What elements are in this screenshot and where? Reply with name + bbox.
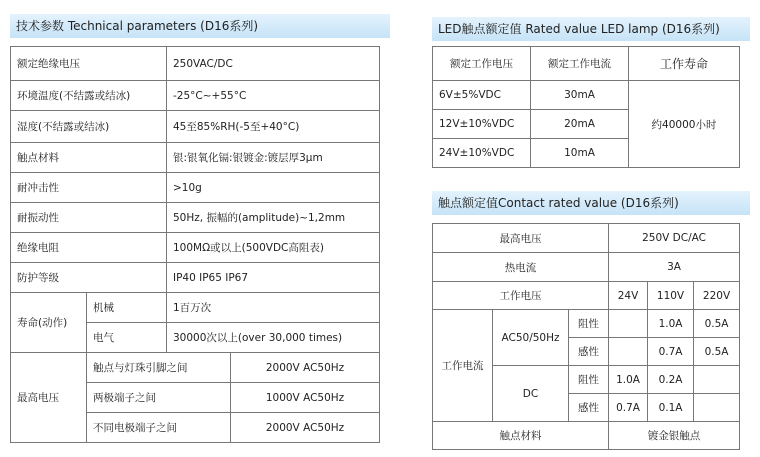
param-label: 环境温度(不结露或结冰) bbox=[11, 81, 167, 111]
contact-header bbox=[432, 191, 750, 215]
param-label: 防护等级 bbox=[11, 263, 167, 293]
table-row bbox=[11, 143, 380, 173]
param-label: 湿度(不结露或结冰) bbox=[11, 111, 167, 143]
led-header-current: 额定工作电流 bbox=[531, 47, 629, 81]
rating-cell: 0.2A bbox=[648, 366, 694, 394]
max-voltage-label: 最高电压 bbox=[433, 224, 609, 253]
table-row bbox=[433, 253, 740, 282]
load-type: 感性 bbox=[569, 394, 609, 422]
load-type: 阻性 bbox=[569, 310, 609, 338]
param-value: 银:银氧化镉:银镀金:镀层厚3μm bbox=[167, 143, 380, 173]
param-value: IP40 IP65 IP67 bbox=[167, 263, 380, 293]
maxv-sub-label: 两极端子之间 bbox=[87, 383, 231, 413]
table-row bbox=[11, 233, 380, 263]
material-label: 触点材料 bbox=[433, 422, 609, 450]
table-row bbox=[11, 293, 380, 323]
param-label: 触点材料 bbox=[11, 143, 167, 173]
param-value: 250VAC/DC bbox=[167, 47, 380, 81]
life-mech-label: 机械 bbox=[87, 293, 167, 323]
table-row bbox=[11, 203, 380, 233]
table-row bbox=[11, 111, 380, 143]
table-row bbox=[433, 81, 740, 110]
led-voltage: 6V±5%VDC bbox=[433, 81, 531, 110]
rating-cell: 0.1A bbox=[648, 394, 694, 422]
maxv-sub-label: 触点与灯珠引脚之间 bbox=[87, 353, 231, 383]
max-voltage-value: 250V DC/AC bbox=[609, 224, 740, 253]
maxv-sub-label: 不同电极端子之间 bbox=[87, 413, 231, 443]
rating-cell bbox=[609, 338, 648, 366]
voltage-col: 110V bbox=[648, 282, 694, 310]
rating-cell: 0.5A bbox=[694, 310, 740, 338]
rating-cell bbox=[609, 310, 648, 338]
rating-cell: 1.0A bbox=[609, 366, 648, 394]
rating-cell: 1.0A bbox=[648, 310, 694, 338]
tech-params-table bbox=[10, 46, 380, 443]
table-row bbox=[433, 282, 740, 310]
param-label: 额定绝缘电压 bbox=[11, 47, 167, 81]
table-row bbox=[433, 422, 740, 450]
param-label: 绝缘电阻 bbox=[11, 233, 167, 263]
op-voltage-label: 工作电压 bbox=[433, 282, 609, 310]
param-value: 100MΩ或以上(500VDC高阻表) bbox=[167, 233, 380, 263]
ac-label: AC50/50Hz bbox=[493, 310, 569, 366]
led-current: 20mA bbox=[531, 110, 629, 139]
table-row bbox=[433, 310, 740, 338]
life-elec-label: 电气 bbox=[87, 323, 167, 353]
load-type: 阻性 bbox=[569, 366, 609, 394]
op-current-label: 工作电流 bbox=[433, 310, 493, 422]
led-current: 30mA bbox=[531, 81, 629, 110]
maxv-sub-value: 2000V AC50Hz bbox=[231, 353, 380, 383]
maxv-sub-value: 1000V AC50Hz bbox=[231, 383, 380, 413]
led-title: LED触点额定值 Rated value LED lamp (D16系列) bbox=[438, 22, 720, 36]
param-value: 45至85%RH(-5至+40°C) bbox=[167, 111, 380, 143]
led-header-life: 工作寿命 bbox=[629, 47, 740, 81]
voltage-col: 220V bbox=[694, 282, 740, 310]
param-label: 耐振动性 bbox=[11, 203, 167, 233]
rating-cell: 0.5A bbox=[694, 338, 740, 366]
maxv-sub-value: 2000V AC50Hz bbox=[231, 413, 380, 443]
table-row bbox=[433, 224, 740, 253]
table-row bbox=[11, 353, 380, 383]
contact-title: 触点额定值Contact rated value (D16系列) bbox=[438, 196, 679, 210]
table-row bbox=[11, 47, 380, 81]
param-value: 50Hz, 振幅的(amplitude)~1,2mm bbox=[167, 203, 380, 233]
rating-cell bbox=[694, 366, 740, 394]
life-elec-value: 30000次以上(over 30,000 times) bbox=[167, 323, 380, 353]
maxv-label: 最高电压 bbox=[11, 353, 87, 443]
life-mech-value: 1百万次 bbox=[167, 293, 380, 323]
led-header-voltage: 额定工作电压 bbox=[433, 47, 531, 81]
rating-cell bbox=[694, 394, 740, 422]
param-label: 耐冲击性 bbox=[11, 173, 167, 203]
table-row bbox=[11, 173, 380, 203]
param-value: -25°C~+55°C bbox=[167, 81, 380, 111]
led-header bbox=[432, 17, 750, 41]
param-value: >10g bbox=[167, 173, 380, 203]
table-row bbox=[433, 47, 740, 81]
led-life-value: 约40000小时 bbox=[629, 81, 740, 168]
thermal-current-label: 热电流 bbox=[433, 253, 609, 282]
material-value: 镀金银触点 bbox=[609, 422, 740, 450]
thermal-current-value: 3A bbox=[609, 253, 740, 282]
rating-cell: 0.7A bbox=[648, 338, 694, 366]
table-row bbox=[11, 81, 380, 111]
load-type: 感性 bbox=[569, 338, 609, 366]
led-table bbox=[432, 46, 740, 168]
life-label: 寿命(动作) bbox=[11, 293, 87, 353]
dc-label: DC bbox=[493, 366, 569, 422]
contact-table bbox=[432, 223, 740, 450]
led-current: 10mA bbox=[531, 139, 629, 168]
rating-cell: 0.7A bbox=[609, 394, 648, 422]
voltage-col: 24V bbox=[609, 282, 648, 310]
tech-params-header bbox=[10, 14, 390, 38]
led-voltage: 12V±10%VDC bbox=[433, 110, 531, 139]
table-row bbox=[11, 263, 380, 293]
tech-params-title: 技术参数 Technical parameters (D16系列) bbox=[16, 19, 259, 33]
led-voltage: 24V±10%VDC bbox=[433, 139, 531, 168]
